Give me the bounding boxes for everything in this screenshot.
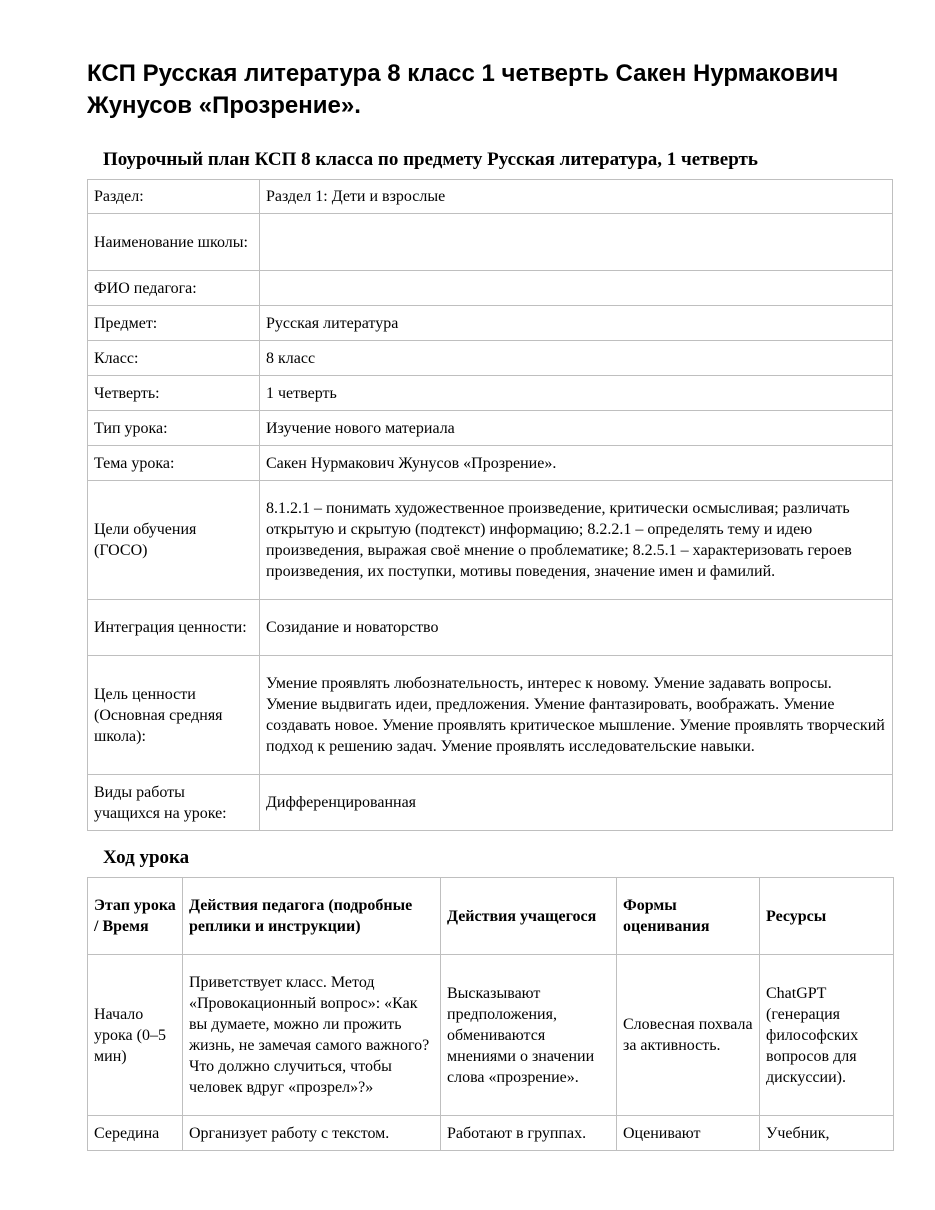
- row-value: Раздел 1: Дети и взрослые: [260, 180, 893, 214]
- row-value: Русская литература: [260, 306, 893, 341]
- column-header-stage: Этап урока / Время: [88, 878, 183, 955]
- column-header-assessment: Формы оценивания: [617, 878, 760, 955]
- table-cell: Начало урока (0–5 мин): [88, 955, 183, 1116]
- column-header-resources: Ресурсы: [760, 878, 894, 955]
- row-value: Сакен Нурмакович Жунусов «Прозрение».: [260, 446, 893, 481]
- row-label: Цели обучения (ГОСО): [88, 481, 260, 600]
- table-row: [88, 180, 893, 214]
- row-value: Дифференцированная: [260, 775, 893, 831]
- row-value: Созидание и новаторство: [260, 600, 893, 656]
- table-row: [88, 775, 893, 831]
- table-row: [88, 411, 893, 446]
- table-header-row: [88, 878, 894, 955]
- column-header-student-actions: Действия учащегося: [441, 878, 617, 955]
- table-cell: Середина: [88, 1116, 183, 1151]
- row-value: 8 класс: [260, 341, 893, 376]
- table-row: [88, 376, 893, 411]
- table-row: [88, 271, 893, 306]
- lesson-progress-table: [87, 877, 894, 1151]
- table-cell: ChatGPT (генерация философских вопросов для дискуссии).: [760, 955, 894, 1116]
- lesson-plan-table: [87, 179, 893, 831]
- row-value: Умение проявлять любознательность, интерес к новому. Умение задавать вопросы. Умение выдвигать идеи, предложения. Умение фантазировать, воображать. Умение создавать новое. Умение проявлять критическое мышление. Умение проявлять творческий подход к решению задач. Умение проявлять исследовательские навыки.: [260, 656, 893, 775]
- lesson-progress-heading: Ход урока: [103, 847, 190, 868]
- row-value: [260, 214, 893, 271]
- table-row: [88, 306, 893, 341]
- row-value: [260, 271, 893, 306]
- row-label: Интеграция ценности:: [88, 600, 260, 656]
- row-label: Класс:: [88, 341, 260, 376]
- table-cell: Словесная похвала за активность.: [617, 955, 760, 1116]
- table-row: [88, 341, 893, 376]
- row-label: Наименование школы:: [88, 214, 260, 271]
- table-row: [88, 955, 894, 1116]
- row-label: Виды работы учащихся на уроке:: [88, 775, 260, 831]
- row-label: ФИО педагога:: [88, 271, 260, 306]
- table-cell: Оценивают: [617, 1116, 760, 1151]
- table-row: [88, 600, 893, 656]
- row-label: Раздел:: [88, 180, 260, 214]
- table-cell: Учебник,: [760, 1116, 894, 1151]
- row-label: Четверть:: [88, 376, 260, 411]
- table-cell: Работают в группах.: [441, 1116, 617, 1151]
- table-cell: Организует работу с текстом.: [183, 1116, 441, 1151]
- table-cell: Приветствует класс. Метод «Провокационный вопрос»: «Как вы думаете, можно ли прожить жизнь, не замечая самого важного? Что должно случиться, чтобы человек вдруг «прозрел»?»: [183, 955, 441, 1116]
- row-label: Тема урока:: [88, 446, 260, 481]
- table-row: [88, 481, 893, 600]
- row-label: Тип урока:: [88, 411, 260, 446]
- row-label: Предмет:: [88, 306, 260, 341]
- table-row: [88, 1116, 894, 1151]
- lesson-plan-heading: Поурочный план КСП 8 класса по предмету Русская литература, 1 четверть: [103, 149, 758, 170]
- row-value: 1 четверть: [260, 376, 893, 411]
- column-header-teacher-actions: Действия педагога (подробные реплики и инструкции): [183, 878, 441, 955]
- table-row: [88, 214, 893, 271]
- table-row: [88, 446, 893, 481]
- table-row: [88, 656, 893, 775]
- document-title: КСП Русская литература 8 класс 1 четверть Сакен Нурмакович Жунусов «Прозрение».: [87, 60, 839, 119]
- row-label: Цель ценности (Основная средняя школа):: [88, 656, 260, 775]
- table-cell: Высказывают предположения, обмениваются мнениями о значении слова «прозрение».: [441, 955, 617, 1116]
- row-value: Изучение нового материала: [260, 411, 893, 446]
- row-value: 8.1.2.1 – понимать художественное произведение, критически осмысливая; различать открытую и скрытую (подтекст) информацию; 8.2.2.1 – определять тему и идею произведения, выражая своё мнение о проблематике; 8.2.5.1 – характеризовать героев произведения, их поступки, мотивы поведения, значение имен и фамилий.: [260, 481, 893, 600]
